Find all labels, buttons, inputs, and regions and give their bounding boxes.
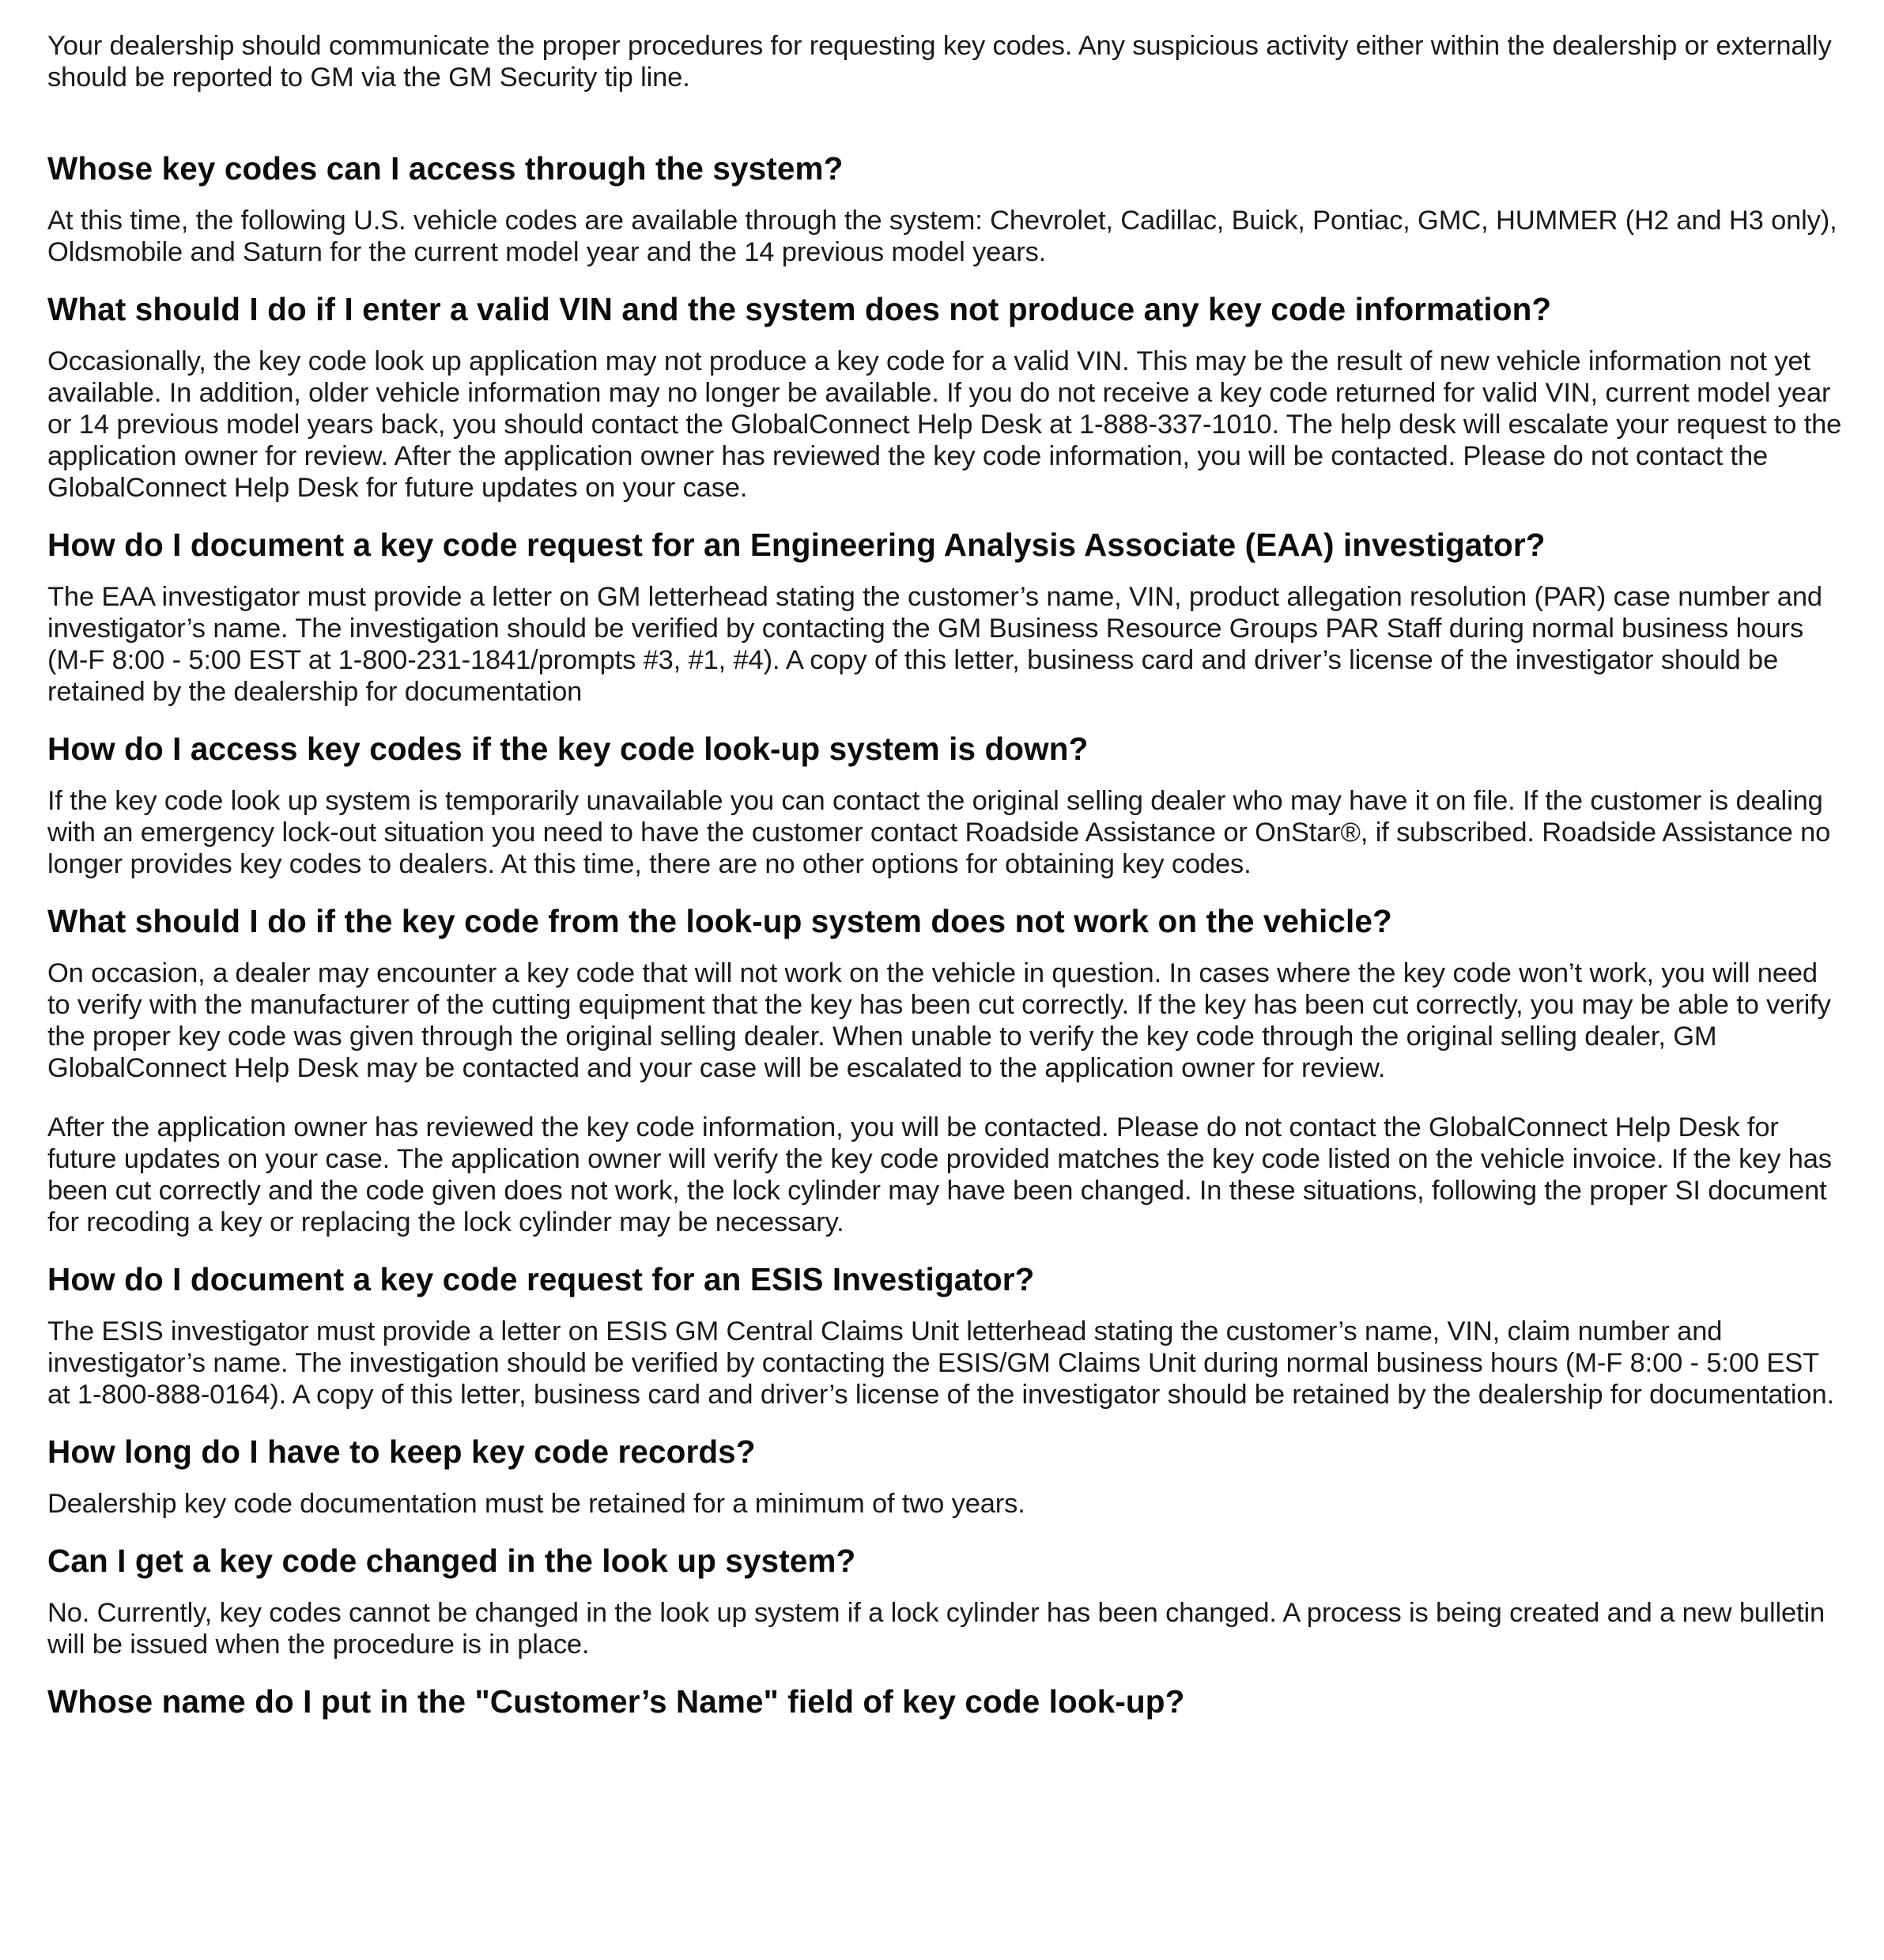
faq-question-2: What should I do if I enter a valid VIN and the system does not produce any key code information?	[47, 291, 1552, 327]
faq-question-5: What should I do if the key code from the look-up system does not work on the vehicle?	[47, 903, 1392, 939]
faq-question-8: Can I get a key code changed in the look up system?	[47, 1543, 856, 1579]
faq-answer-6: The ESIS investigator must provide a letter on ESIS GM Central Claims Unit letterhead stating the customer’s name, VIN, claim number and investigator’s name. The investigation should be verified by contacting the ESIS/GM Claims Unit during normal business hours (M-F 8:00 - 5:00 EST at 1-800-888-0164). A copy of this letter, business card and driver’s license of the investigator should be retained by the dealership for documentation.	[47, 1316, 1834, 1410]
faq-question-3: How do I document a key code request for an Engineering Analysis Associate (EAA) investigator?	[47, 527, 1546, 563]
faq-question-6: How do I document a key code request for an ESIS Investigator?	[47, 1261, 1035, 1297]
document-page	[47, 30, 1842, 1720]
faq-answer-8: No. Currently, key codes cannot be changed in the look up system if a lock cylinder has been changed. A process is being created and a new bulletin will be issued when the procedure is in place.	[47, 1598, 1825, 1660]
faq-question-7: How long do I have to keep key code records?	[47, 1433, 756, 1470]
faq-question-1: Whose key codes can I access through the system?	[47, 150, 844, 187]
intro-paragraph: Your dealership should communicate the proper procedures for requesting key codes. Any suspicious activity either within the dealership or externally should be reported to GM via the GM Security tip line.	[47, 31, 1832, 93]
faq-answer-7: Dealership key code documentation must be retained for a minimum of two years.	[47, 1489, 1025, 1519]
faq-question-9: Whose name do I put in the "Customer’s Name" field of key code look-up?	[47, 1683, 1185, 1720]
faq-answer-3: The EAA investigator must provide a letter on GM letterhead stating the customer’s name, VIN, product allegation resolution (PAR) case number and investigator’s name. The investigation should be verified by contacting the GM Business Resource Groups PAR Staff during normal business hours (M-F 8:00 - 5:00 EST at 1-800-231-1841/prompts #3, #1, #4). A copy of this letter, business card and driver’s license of the investigator should be retained by the dealership for documentation	[47, 582, 1822, 707]
faq-answer-5b: After the application owner has reviewed the key code information, you will be contacted. Please do not contact the GlobalConnect Help Desk for future updates on your case. The application owner will verify the key code provided matches the key code listed on the vehicle invoice. If the key has been cut correctly and the code given does not work, the lock cylinder may have been changed. In these situations, following the proper SI document for recoding a key or replacing the lock cylinder may be necessary.	[47, 1112, 1832, 1237]
faq-question-4: How do I access key codes if the key code look-up system is down?	[47, 731, 1089, 767]
faq-answer-1: At this time, the following U.S. vehicle codes are available through the system: Chevrolet, Cadillac, Buick, Pontiac, GMC, HUMMER (H2 and H3 only), Oldsmobile and Saturn for the current model year and the 14 previous model years.	[47, 206, 1837, 267]
faq-answer-2: Occasionally, the key code look up application may not produce a key code for a valid VIN. This may be the result of new vehicle information not yet available. In addition, older vehicle information may no longer be available. If you do not receive a key code returned for valid VIN, current model year or 14 previous model years back, you should contact the GlobalConnect Help Desk at 1-888-337-1010. The help desk will escalate your request to the application owner for review. After the application owner has reviewed the key code information, you will be contacted. Please do not contact the GlobalConnect Help Desk for future updates on your case.	[47, 346, 1842, 503]
faq-answer-4: If the key code look up system is temporarily unavailable you can contact the original selling dealer who may have it on file. If the customer is dealing with an emergency lock-out situation you need to have the customer contact Roadside Assistance or OnStar®, if subscribed. Roadside Assistance no longer provides key codes to dealers. At this time, there are no other options for obtaining key codes.	[47, 786, 1831, 879]
faq-answer-5a: On occasion, a dealer may encounter a key code that will not work on the vehicle in question. In cases where the key code won’t work, you will need to verify with the manufacturer of the cutting equipment that the key has been cut correctly. If the key has been cut correctly, you may be able to verify the proper key code was given through the original selling dealer. When unable to verify the key code through the original selling dealer, GM GlobalConnect Help Desk may be contacted and your case will be escalated to the application owner for review.	[47, 958, 1831, 1083]
